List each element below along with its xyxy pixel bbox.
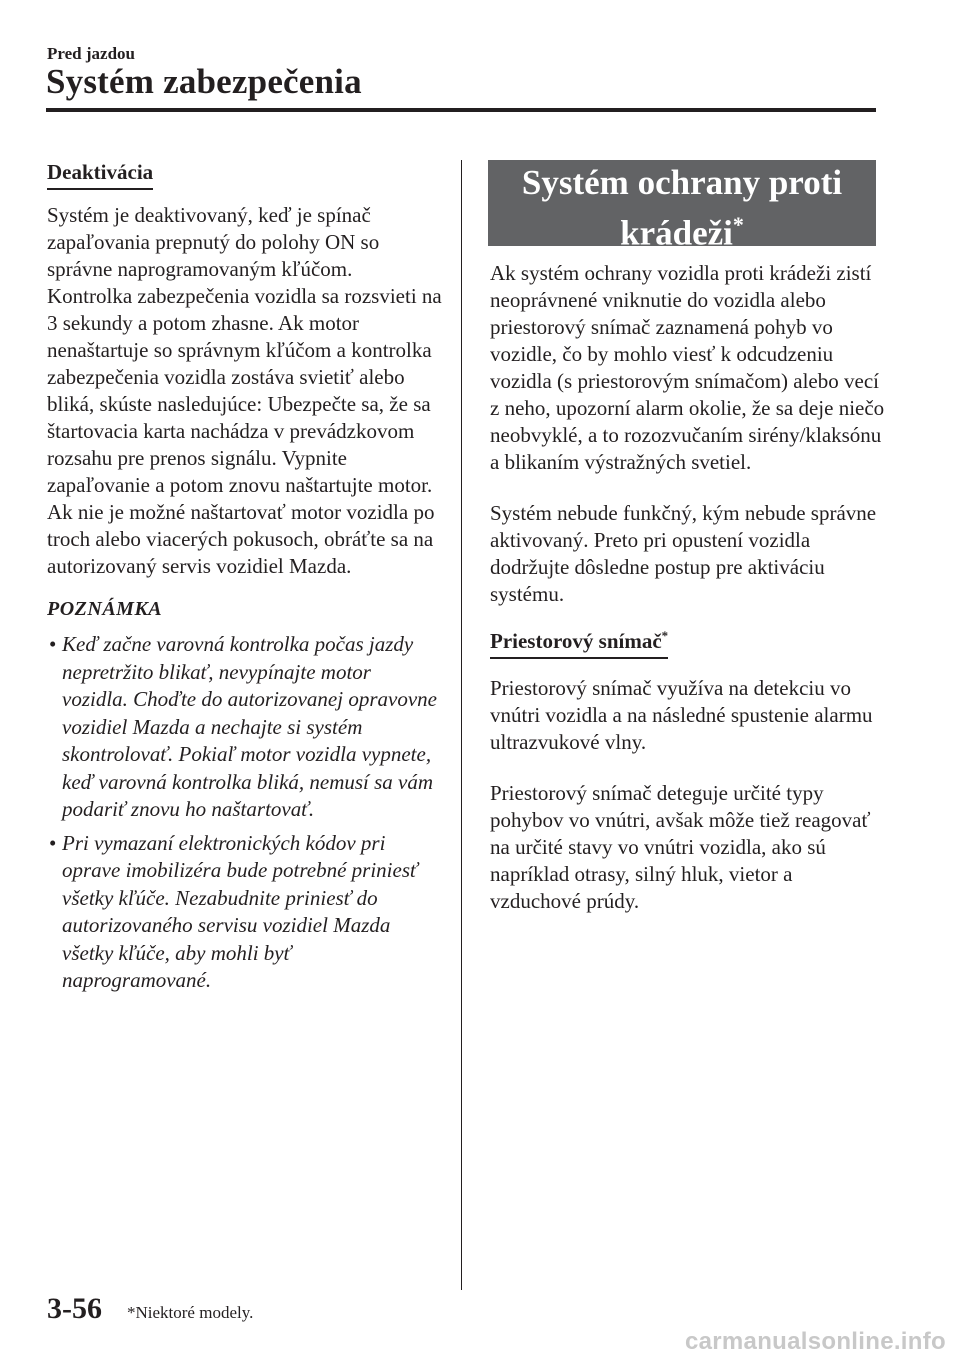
- sensor-heading-asterisk: *: [661, 628, 669, 643]
- bullet-icon: •: [49, 830, 57, 855]
- deactivation-paragraph: Systém je deaktivovaný, keď je spínač zapaľovania prepnutý do polohy ON so správne naprogramovaným kľúčom. Kontrolka zabezpečenia vozidla sa rozsvieti na 3 sekundy a potom zhasne. Ak motor nenaštartuje so správnym kľúčom a kontrolka zabezpečenia vozidla zostáva svietiť alebo bliká, skúste nasledujúce: Ubezpečte sa, že sa štartovacia karta nachádza v prevádzkovom rozsahu pre prenos signálu. Vypnite zapaľovanie a potom znovu naštartujte motor. Ak nie je možné naštartovať motor vozidla po troch alebo viacerých pokusoch, obráťte sa na autorizovaný servis vozidiel Mazda.: [47, 203, 442, 578]
- deactivation-heading: Deaktivácia: [47, 160, 153, 190]
- left-column: [47, 160, 442, 1001]
- page-title: Systém zabezpečenia: [46, 62, 362, 101]
- right-column: [490, 160, 885, 915]
- banner-title-line2-wrap: [488, 204, 876, 255]
- banner-asterisk: *: [732, 212, 744, 237]
- note-text: Keď začne varovná kontrolka počas jazdy nepretržito blikať, nevypínajte motor vozidla. Choďte do autorizovanej opravovne vozidiel Mazda a nechajte si systém skontrolovať. Pokiaľ motor vozidla vypnete, keď varovná kontrolka bliká, nemusí sa vám podariť znovu ho naštartovať.: [62, 632, 437, 821]
- note-text: Pri vymazaní elektronických kódov pri oprave imobilizéra bude potrebné priniesť všetky kľúče. Nezabudnite priniesť do autorizovaného servisu vozidiel Mazda všetky kľúče, aby mohli byť naprogramované.: [62, 830, 418, 992]
- note-list: [47, 631, 442, 995]
- note-item: [47, 631, 442, 824]
- sensor-heading: [490, 628, 668, 659]
- note-label: POZNÁMKA: [47, 598, 163, 620]
- watermark: carmanualsonline.info: [684, 1328, 946, 1355]
- sensor-paragraph: Priestorový snímač využíva na detekciu vo vnútri vozidla a na následné spustenie alarmu ultrazvukové vlny.: [490, 676, 873, 754]
- header-section-label: Pred jazdou: [47, 44, 135, 63]
- note-item: [47, 830, 442, 995]
- banner-title-line2: krádeži: [620, 213, 733, 253]
- sensor-heading-text: Priestorový snímač: [490, 629, 662, 653]
- header-rule: [46, 108, 876, 112]
- sensor-paragraph: Priestorový snímač deteguje určité typy pohybov vo vnútri, avšak môže tiež reagovať na určité stavy vo vnútri vozidla, ako sú napríklad otrasy, silný hluk, vietor a vzduchové prúdy.: [490, 781, 871, 913]
- banner-title-line1: Systém ochrany proti: [521, 163, 843, 202]
- footnote: *Niektoré modely.: [127, 1303, 254, 1322]
- section-banner: [488, 160, 876, 253]
- theft-system-paragraph: Ak systém ochrany vozidla proti krádeži zistí neoprávnené vniknutie do vozidla alebo priestorový snímač zaznamená pohyb vo vozidle, čo by mohlo viesť k odcudzeniu vozidla (s priestorovým snímačom) alebo vecí z neho, upozorní alarm okolie, že sa deje niečo neobvyklé, a to rozozvučaním sirény/klaksónu a blikaním výstražných svetiel.: [490, 261, 885, 474]
- page-number: 3-56: [47, 1292, 102, 1325]
- theft-system-paragraph: Systém nebude funkčný, kým nebude správne aktivovaný. Preto pri opustení vozidla dodržujte dôsledne postup pre aktiváciu systému.: [490, 501, 877, 606]
- column-divider: [461, 160, 462, 1290]
- bullet-icon: •: [49, 632, 57, 656]
- sensor-heading-wrap: [490, 628, 885, 659]
